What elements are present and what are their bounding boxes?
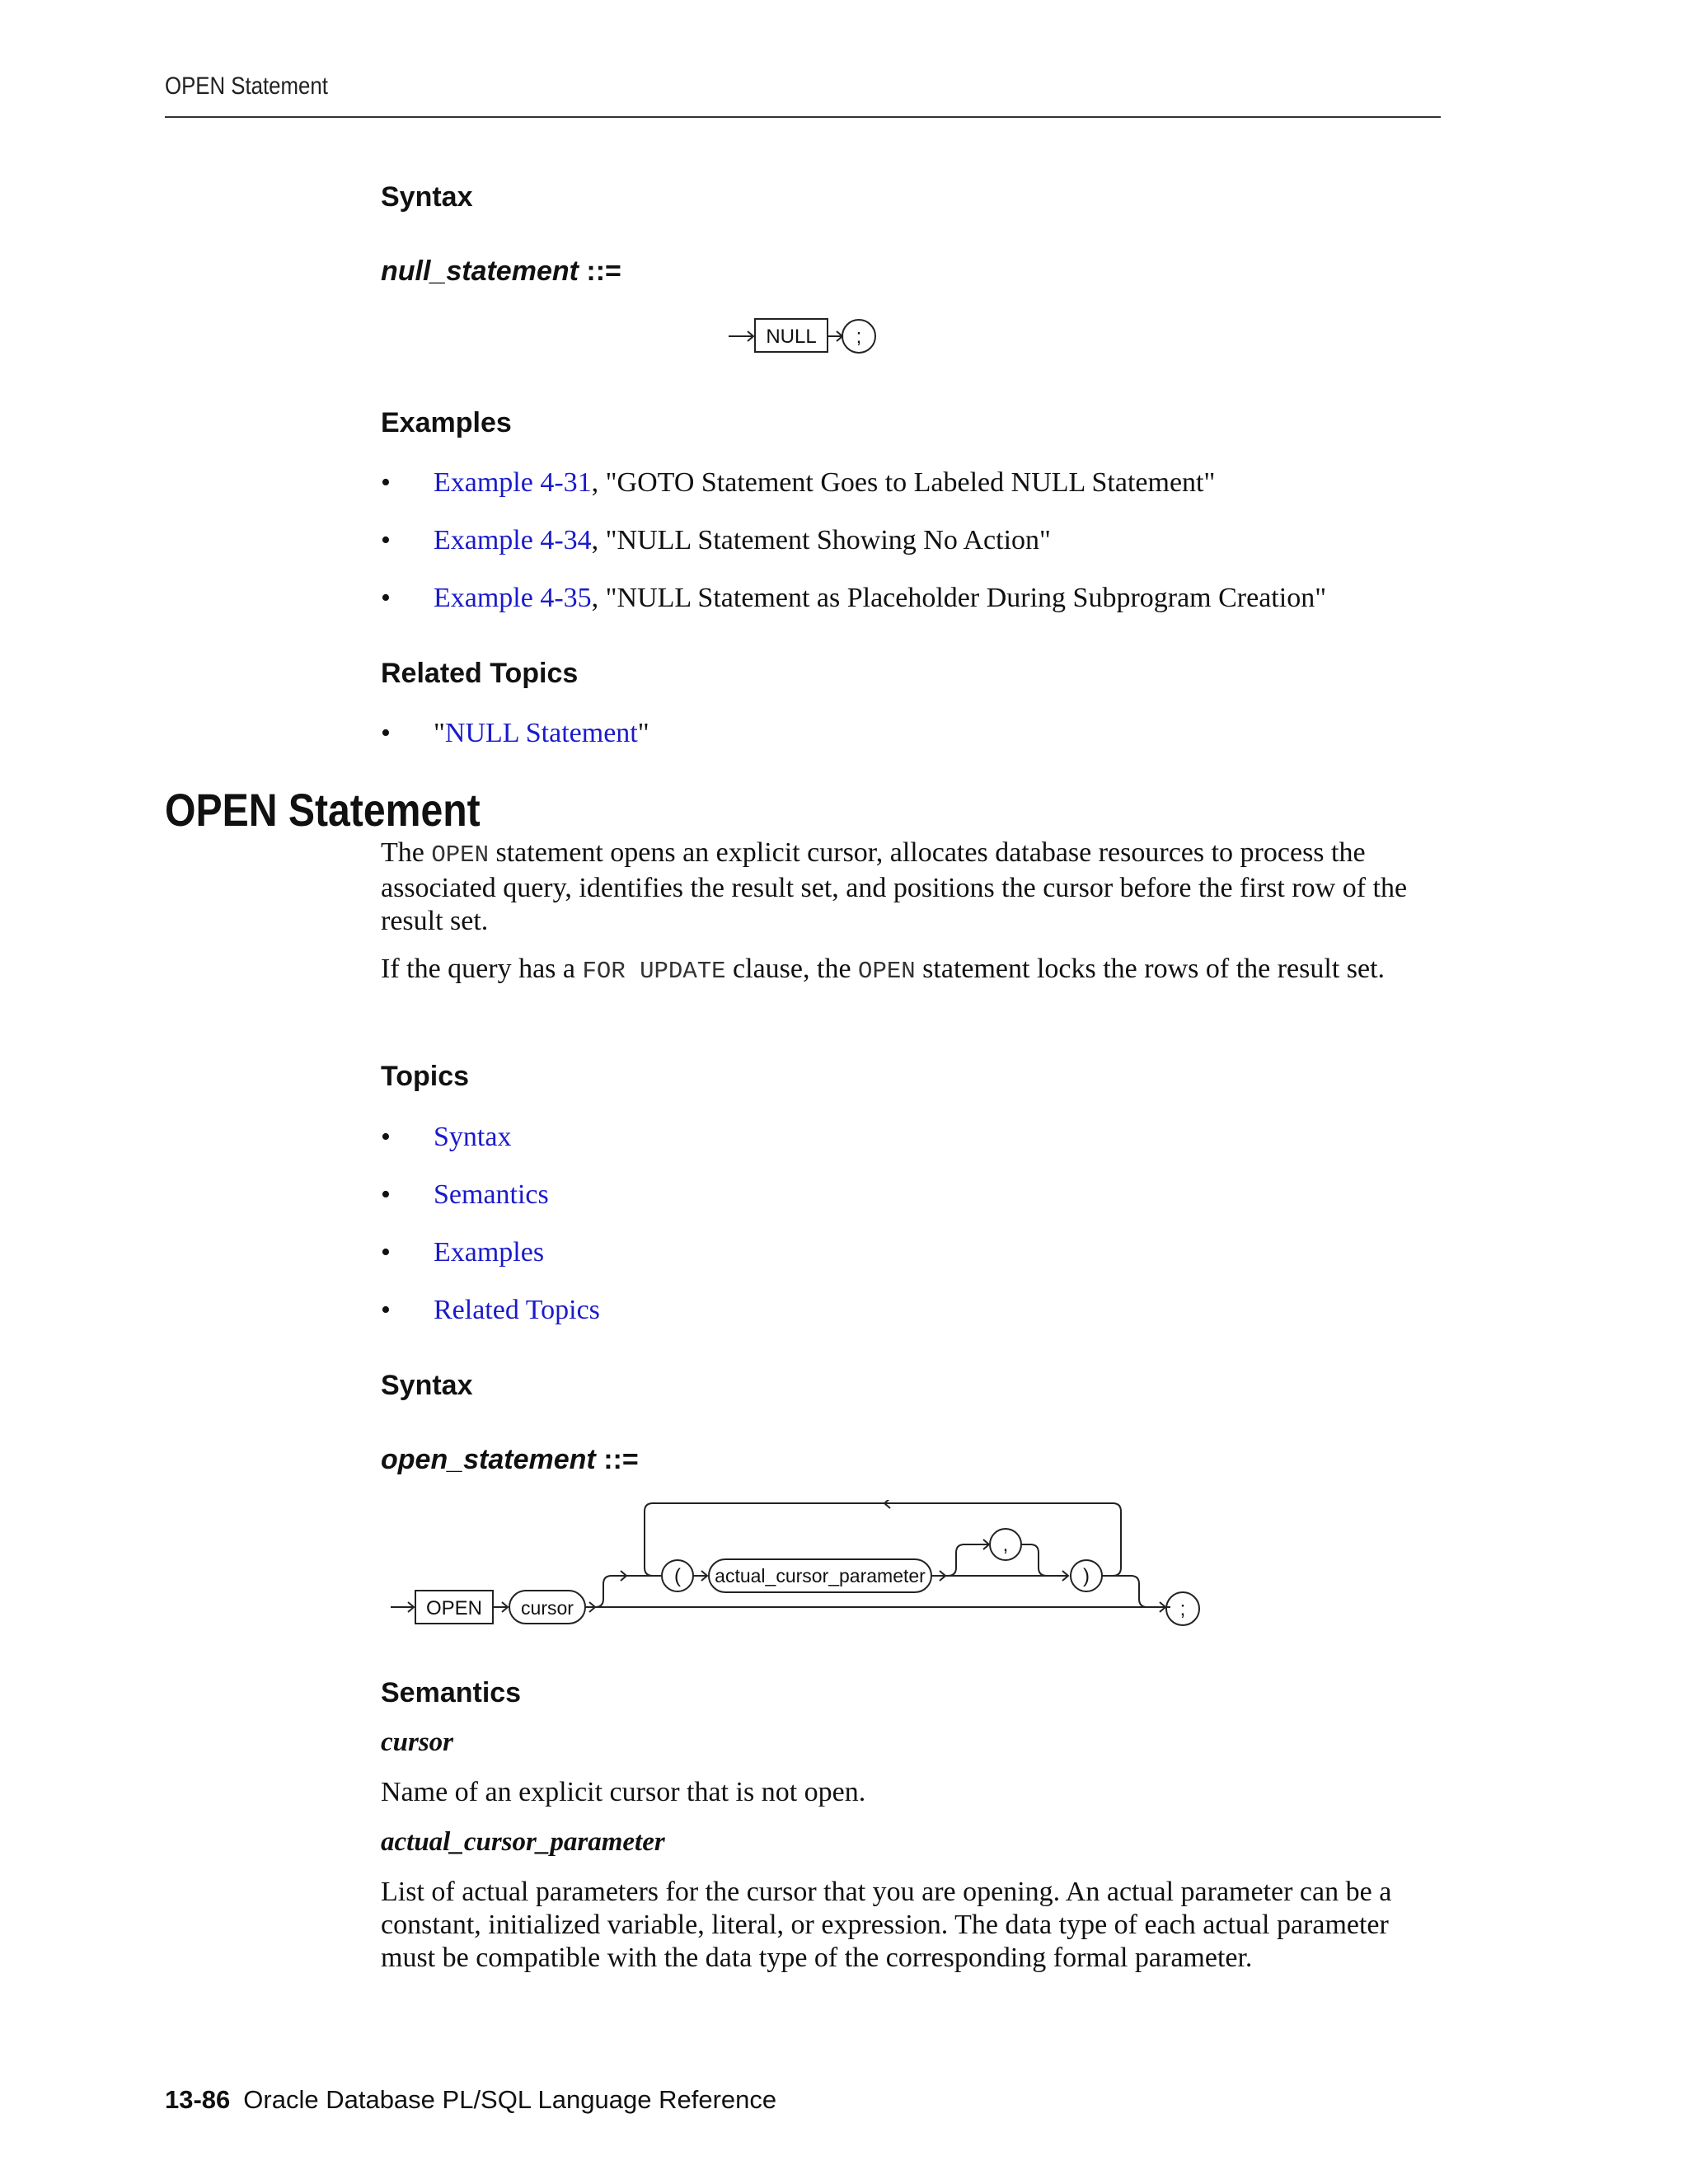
lparen-label: ( — [674, 1565, 681, 1587]
production-operator: ::= — [586, 255, 621, 287]
open-syntax-diagram — [379, 1500, 1220, 1632]
book-title: Oracle Database PL/SQL Language Reference — [243, 2085, 777, 2114]
comma-loop-line — [948, 1544, 989, 1576]
term-definition: List of actual parameters for the cursor that you are opening. An actual parameter can be a constant, initialized variable, literal, or expression. The data type of each actual parameter must be compatible with the data type of the corresponding formal parameter. — [381, 1877, 1392, 1973]
production-name: null_statement — [381, 255, 579, 287]
null-production-heading — [381, 255, 621, 288]
list-item: • Examples — [381, 1237, 545, 1268]
null-syntax-heading: Syntax — [381, 181, 473, 213]
term-actual-cursor-parameter: actual_cursor_parameter — [381, 1827, 665, 1857]
list-item: • Example 4-35, "NULL Statement as Placeholder During Subprogram Creation" — [381, 583, 1327, 613]
related-topic-link[interactable]: NULL Statement — [444, 718, 638, 748]
term-cursor: cursor — [381, 1727, 454, 1757]
null-terminator: ; — [856, 326, 862, 348]
header-rule — [165, 116, 1441, 118]
example-link[interactable]: Example 4-31 — [434, 467, 592, 498]
page-footer — [165, 2085, 776, 2115]
term-definition: Name of an explicit cursor that is not open. — [381, 1777, 866, 1807]
null-syntax-diagram — [717, 309, 882, 359]
list-item: • "NULL Statement" — [381, 718, 649, 748]
terminator-label: ; — [1179, 1598, 1186, 1620]
example-link[interactable]: Example 4-34 — [434, 525, 592, 555]
null-examples-heading: Examples — [381, 407, 512, 438]
topic-link-examples[interactable]: Examples — [434, 1237, 545, 1268]
topics-heading: Topics — [381, 1061, 470, 1092]
intro-paragraph: The OPEN statement opens an explicit cursor, allocates database resources to process the associated query, identifies the result set, and positions the cursor before the first row of the result set. — [381, 837, 1408, 936]
section-title: OPEN Statement — [165, 784, 481, 836]
list-item: • Syntax — [381, 1122, 512, 1152]
open-production-heading — [381, 1444, 639, 1476]
merge-line — [1102, 1576, 1147, 1607]
list-item: • Example 4-31, "GOTO Statement Goes to Labeled NULL Statement" — [381, 467, 1216, 498]
production-operator: ::= — [603, 1444, 639, 1475]
comma-loop-line — [1021, 1544, 1047, 1576]
example-link[interactable]: Example 4-35 — [434, 583, 592, 613]
list-item: • Semantics — [381, 1179, 549, 1210]
semantics-heading: Semantics — [381, 1677, 522, 1708]
production-name: open_statement — [381, 1444, 596, 1475]
list-item: • Example 4-34, "NULL Statement Showing No Action" — [381, 525, 1051, 555]
null-related-heading: Related Topics — [381, 658, 579, 689]
cursor-label: cursor — [521, 1597, 574, 1619]
open-syntax-heading: Syntax — [381, 1370, 473, 1401]
topic-link-semantics[interactable]: Semantics — [434, 1179, 549, 1210]
list-item: • Related Topics — [381, 1295, 600, 1325]
rparen-label: ) — [1083, 1565, 1090, 1587]
topic-link-syntax[interactable]: Syntax — [434, 1122, 512, 1152]
page-number: 13-86 — [165, 2085, 231, 2114]
running-header: OPEN Statement — [165, 73, 328, 100]
open-keyword: OPEN — [425, 1597, 483, 1619]
null-keyword: NULL — [766, 326, 817, 348]
parameter-label: actual_cursor_parameter — [715, 1565, 926, 1586]
comma-label: , — [1002, 1534, 1009, 1556]
topic-link-related-topics[interactable]: Related Topics — [434, 1295, 600, 1325]
intro-paragraph-for-update: If the query has a FOR UPDATE clause, the OPEN statement locks the rows of the result set. — [381, 954, 1386, 985]
